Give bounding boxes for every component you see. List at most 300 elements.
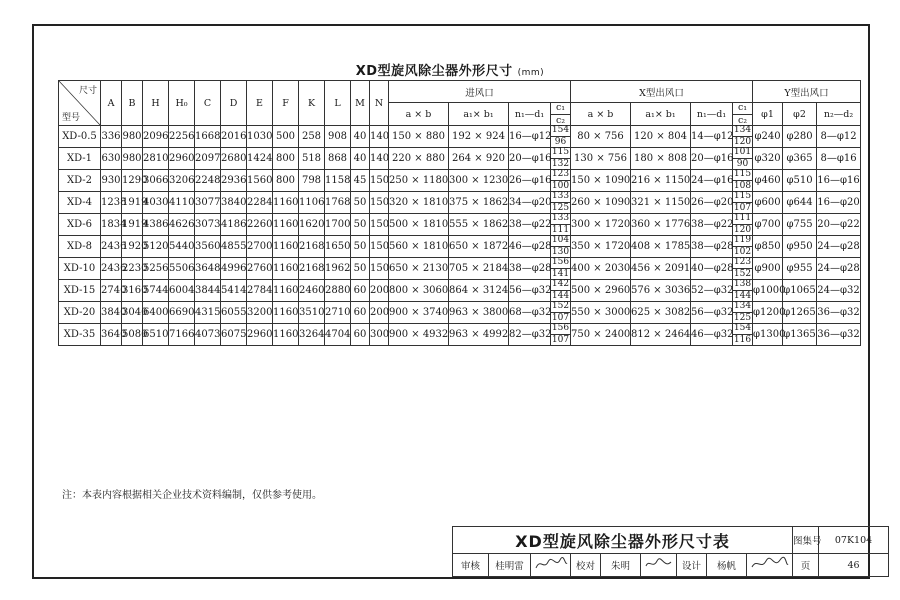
x-c2-value: 152 xyxy=(733,269,752,279)
x-a1b1-cell: 120 × 804 xyxy=(631,126,691,148)
dimension-cell: 1919 xyxy=(122,192,143,214)
x-c1c2-cell xyxy=(733,302,753,324)
col-header-e: E xyxy=(247,81,273,126)
dimension-cell: 2436 xyxy=(101,258,122,280)
dimension-cell: 2284 xyxy=(247,192,273,214)
x-c1c2-cell xyxy=(733,126,753,148)
dimension-cell: 930 xyxy=(101,170,122,192)
inlet-a1b1-cell: 300 × 1230 xyxy=(449,170,509,192)
inlet-ab-header: a × b xyxy=(389,103,449,126)
inlet-n1d1-cell: 82—φ32 xyxy=(509,324,551,346)
model-cell: XD-10 xyxy=(59,258,101,280)
checker-signature xyxy=(641,554,677,577)
dimension-cell: 1962 xyxy=(325,258,351,280)
inlet-c2-value: 100 xyxy=(551,181,570,191)
y-outlet-group-header: Y型出风口 xyxy=(753,81,861,103)
dimension-cell: 2016 xyxy=(221,126,247,148)
dimension-cell: 3640 xyxy=(101,324,122,346)
dimension-cell: 800 xyxy=(273,148,299,170)
table-row xyxy=(59,148,861,170)
dimension-cell: 3077 xyxy=(195,192,221,214)
table-row xyxy=(59,302,861,324)
col-header-l: L xyxy=(325,81,351,126)
table-title xyxy=(0,60,900,79)
x-n1d1-cell: 14—φ12 xyxy=(691,126,733,148)
inlet-c2-value: 111 xyxy=(551,225,570,235)
checker-name: 朱明 xyxy=(601,554,641,577)
dimension-cell: 1106 xyxy=(299,192,325,214)
dimension-cell: 4110 xyxy=(169,192,195,214)
x-ab-cell: 260 × 1090 xyxy=(571,192,631,214)
table-row xyxy=(59,236,861,258)
x-c1c2-cell xyxy=(733,170,753,192)
dimension-cell: 2680 xyxy=(221,148,247,170)
inlet-n1d1-cell: 56—φ32 xyxy=(509,280,551,302)
inlet-c2-value: 132 xyxy=(551,159,570,169)
y-n2d2-cell: 16—φ20 xyxy=(817,192,861,214)
model-cell: XD-6 xyxy=(59,214,101,236)
y-n2d2-cell: 16—φ16 xyxy=(817,170,861,192)
x-a1b1-cell: 456 × 2091 xyxy=(631,258,691,280)
title-text: XD型旋风除尘器外形尺寸 xyxy=(355,64,513,79)
dimension-cell: 7166 xyxy=(169,324,195,346)
inlet-n1d1-cell: 16—φ12 xyxy=(509,126,551,148)
inlet-a1b1-cell: 864 × 3124 xyxy=(449,280,509,302)
x-c1-value: 154 xyxy=(733,323,752,333)
dimension-cell: 6510 xyxy=(143,324,169,346)
x-n1d1-cell: 26—φ20 xyxy=(691,192,733,214)
inlet-a1b1-cell: 375 × 1862 xyxy=(449,192,509,214)
dimension-cell: 150 xyxy=(370,214,389,236)
dimension-cell: 1238 xyxy=(101,192,122,214)
inlet-c1c2-header xyxy=(551,103,571,126)
x-n1d1-header: n₁—d₁ xyxy=(691,103,733,126)
page-label: 页 xyxy=(793,554,819,577)
inlet-n1d1-cell: 38—φ22 xyxy=(509,214,551,236)
dimension-cell: 2168 xyxy=(299,258,325,280)
x-outlet-group-header: X型出风口 xyxy=(571,81,753,103)
x-ab-cell: 300 × 1720 xyxy=(571,214,631,236)
dimension-cell: 3073 xyxy=(195,214,221,236)
dimension-cell: 1160 xyxy=(273,236,299,258)
y-phi1-cell: φ460 xyxy=(753,170,783,192)
inlet-c1-value: 156 xyxy=(551,257,570,267)
table-row xyxy=(59,192,861,214)
dimension-cell: 4626 xyxy=(169,214,195,236)
inlet-c1-value: 133 xyxy=(551,191,570,201)
dimension-cell: 3648 xyxy=(195,258,221,280)
inlet-n1d1-cell: 68—φ32 xyxy=(509,302,551,324)
dimension-cell: 6075 xyxy=(221,324,247,346)
inlet-a1b1-cell: 963 × 3800 xyxy=(449,302,509,324)
dimension-table-body xyxy=(59,126,861,346)
dimension-cell: 3066 xyxy=(143,170,169,192)
inlet-c1c2-cell xyxy=(551,258,571,280)
x-ab-header: a × b xyxy=(571,103,631,126)
inlet-group-header: 进风口 xyxy=(389,81,571,103)
inlet-c1-value: 152 xyxy=(551,301,570,311)
dimension-cell: 1700 xyxy=(325,214,351,236)
col-header-k: K xyxy=(299,81,325,126)
model-cell: XD-0.5 xyxy=(59,126,101,148)
x-ab-cell: 500 × 2960 xyxy=(571,280,631,302)
dimension-cell: 800 xyxy=(273,170,299,192)
dimension-cell: 3560 xyxy=(195,236,221,258)
dimension-cell: 1650 xyxy=(325,236,351,258)
y-phi1-cell: φ240 xyxy=(753,126,783,148)
x-a1b1-cell: 812 × 2464 xyxy=(631,324,691,346)
inlet-ab-cell: 800 × 3060 xyxy=(389,280,449,302)
dimension-cell: 45 xyxy=(351,170,370,192)
dimension-cell: 6004 xyxy=(169,280,195,302)
x-n1d1-cell: 38—φ22 xyxy=(691,214,733,236)
x-c2-value: 125 xyxy=(733,313,752,323)
y-phi2-cell: φ280 xyxy=(783,126,817,148)
inlet-c2-value: 144 xyxy=(551,291,570,301)
dimension-cell: 518 xyxy=(299,148,325,170)
x-n1d1-cell: 46—φ32 xyxy=(691,324,733,346)
dimension-cell: 4073 xyxy=(195,324,221,346)
dimension-cell: 2740 xyxy=(101,280,122,302)
reviewer-name: 桂明雷 xyxy=(489,554,531,577)
dimension-cell: 4315 xyxy=(195,302,221,324)
model-cell: XD-4 xyxy=(59,192,101,214)
inlet-ab-cell: 320 × 1810 xyxy=(389,192,449,214)
inlet-c1c2-cell xyxy=(551,214,571,236)
inlet-c2-value: 141 xyxy=(551,269,570,279)
dimension-cell: 2460 xyxy=(299,280,325,302)
x-n1d1-cell: 38—φ28 xyxy=(691,236,733,258)
dimension-cell: 3160 xyxy=(122,280,143,302)
inlet-a1b1-cell: 192 × 924 xyxy=(449,126,509,148)
inlet-n1d1-header: n₁—d₁ xyxy=(509,103,551,126)
dimension-cell: 5440 xyxy=(169,236,195,258)
dimension-cell: 150 xyxy=(370,170,389,192)
y-n2d2-cell: 24—φ32 xyxy=(817,280,861,302)
x-n1d1-cell: 56—φ32 xyxy=(691,302,733,324)
page-number: 46 xyxy=(819,554,889,577)
dimension-cell: 200 xyxy=(370,280,389,302)
dimension-cell: 3264 xyxy=(299,324,325,346)
x-c1-value: 134 xyxy=(733,125,752,135)
inlet-c1c2-cell xyxy=(551,170,571,192)
x-a1b1-cell: 216 × 1150 xyxy=(631,170,691,192)
inlet-c1c2-cell xyxy=(551,236,571,258)
dimension-cell: 4855 xyxy=(221,236,247,258)
dimension-cell: 6690 xyxy=(169,302,195,324)
review-label: 审核 xyxy=(453,554,489,577)
inlet-c1-value: 142 xyxy=(551,279,570,289)
inlet-c2-value: 107 xyxy=(551,335,570,345)
inlet-a1b1-cell: 264 × 920 xyxy=(449,148,509,170)
dimension-cell: 2784 xyxy=(247,280,273,302)
inlet-ab-cell: 900 × 3740 xyxy=(389,302,449,324)
dimension-cell: 2097 xyxy=(195,148,221,170)
inlet-c2-value: 96 xyxy=(554,137,567,147)
inlet-a1b1-cell: 963 × 4992 xyxy=(449,324,509,346)
dimension-cell: 1768 xyxy=(325,192,351,214)
y-phi2-cell: φ955 xyxy=(783,258,817,280)
dimension-cell: 50 xyxy=(351,258,370,280)
model-cell: XD-35 xyxy=(59,324,101,346)
dimension-cell: 4030 xyxy=(143,192,169,214)
inlet-c1c2-cell xyxy=(551,280,571,302)
y-phi2-cell: φ644 xyxy=(783,192,817,214)
model-label: 型号 xyxy=(62,113,81,123)
x-ab-cell: 350 × 1720 xyxy=(571,236,631,258)
x-ab-cell: 130 × 756 xyxy=(571,148,631,170)
x-c1c2-cell xyxy=(733,324,753,346)
dimension-cell: 1160 xyxy=(273,324,299,346)
dimension-cell: 4186 xyxy=(221,214,247,236)
y-phi2-cell: φ755 xyxy=(783,214,817,236)
inlet-c1c2-cell xyxy=(551,192,571,214)
dimension-cell: 980 xyxy=(122,126,143,148)
table-row xyxy=(59,214,861,236)
x-c1-value: 115 xyxy=(733,191,752,201)
dimension-cell: 3844 xyxy=(195,280,221,302)
inlet-ab-cell: 220 × 880 xyxy=(389,148,449,170)
size-label: 尺寸 xyxy=(78,86,97,96)
dimension-cell: 1620 xyxy=(299,214,325,236)
y-phi2-cell: φ1265 xyxy=(783,302,817,324)
x-c2-value: 120 xyxy=(733,225,752,235)
dimension-cell: 2256 xyxy=(169,126,195,148)
y-n2d2-cell: 36—φ32 xyxy=(817,302,861,324)
dimension-cell: 1030 xyxy=(247,126,273,148)
inlet-ab-cell: 560 × 1810 xyxy=(389,236,449,258)
y-phi1-cell: φ320 xyxy=(753,148,783,170)
inlet-n1d1-cell: 38—φ28 xyxy=(509,258,551,280)
col-header-f: F xyxy=(273,81,299,126)
x-c2-value: 102 xyxy=(733,247,752,257)
inlet-ab-cell: 150 × 880 xyxy=(389,126,449,148)
x-c1c2-cell xyxy=(733,192,753,214)
col-header-c: C xyxy=(195,81,221,126)
dimension-cell: 908 xyxy=(325,126,351,148)
col-header-b: B xyxy=(122,81,143,126)
dimension-cell: 200 xyxy=(370,302,389,324)
col-header-h0: H₀ xyxy=(169,81,195,126)
dimension-cell: 2960 xyxy=(169,148,195,170)
dimension-cell: 5414 xyxy=(221,280,247,302)
dimension-cell: 5120 xyxy=(143,236,169,258)
dimension-cell: 60 xyxy=(351,324,370,346)
inlet-n1d1-cell: 20—φ16 xyxy=(509,148,551,170)
x-n1d1-cell: 40—φ28 xyxy=(691,258,733,280)
dimension-cell: 50 xyxy=(351,214,370,236)
y-phi1-cell: φ1200 xyxy=(753,302,783,324)
y-phi1-header: φ1 xyxy=(753,103,783,126)
dimension-cell: 6400 xyxy=(143,302,169,324)
dimension-cell: 2700 xyxy=(247,236,273,258)
col-header-h: H xyxy=(143,81,169,126)
x-c2-label: c₂ xyxy=(737,114,748,126)
model-cell: XD-15 xyxy=(59,280,101,302)
x-c1-value: 101 xyxy=(733,147,752,157)
dimension-cell: 4996 xyxy=(221,258,247,280)
inlet-c1-value: 104 xyxy=(551,235,570,245)
dimension-cell: 1160 xyxy=(273,192,299,214)
dimension-cell: 1834 xyxy=(101,214,122,236)
dimension-cell: 2880 xyxy=(325,280,351,302)
table-row xyxy=(59,324,861,346)
x-c1c2-cell xyxy=(733,214,753,236)
col-header-n: N xyxy=(370,81,389,126)
x-c1-label: c₁ xyxy=(737,102,748,113)
dimension-cell: 5744 xyxy=(143,280,169,302)
y-n2d2-cell: 20—φ22 xyxy=(817,214,861,236)
y-n2d2-cell: 8—φ12 xyxy=(817,126,861,148)
y-n2d2-header: n₂—d₂ xyxy=(817,103,861,126)
dimension-cell: 5080 xyxy=(122,324,143,346)
x-c2-value: 107 xyxy=(733,203,752,213)
dimension-cell: 2248 xyxy=(195,170,221,192)
atlas-label: 图集号 xyxy=(793,527,819,554)
inlet-ab-cell: 500 × 1810 xyxy=(389,214,449,236)
x-c1-value: 119 xyxy=(733,235,752,245)
dimension-cell: 1160 xyxy=(273,214,299,236)
inlet-c1c2-cell xyxy=(551,148,571,170)
x-c1-value: 123 xyxy=(733,257,752,267)
dimension-cell: 40 xyxy=(351,148,370,170)
x-ab-cell: 550 × 3000 xyxy=(571,302,631,324)
dimension-cell: 1920 xyxy=(122,236,143,258)
inlet-n1d1-cell: 26—φ16 xyxy=(509,170,551,192)
dimension-cell: 336 xyxy=(101,126,122,148)
dimension-cell: 50 xyxy=(351,192,370,214)
inlet-a1b1-cell: 705 × 2184 xyxy=(449,258,509,280)
reviewer-signature xyxy=(531,554,571,577)
dimension-table xyxy=(58,80,861,346)
y-phi1-cell: φ600 xyxy=(753,192,783,214)
inlet-c1-value: 123 xyxy=(551,169,570,179)
x-c1c2-header xyxy=(733,103,753,126)
x-a1b1-cell: 625 × 3082 xyxy=(631,302,691,324)
dimension-cell: 60 xyxy=(351,280,370,302)
inlet-c1-value: 115 xyxy=(551,147,570,157)
dimension-cell: 60 xyxy=(351,302,370,324)
y-phi2-cell: φ950 xyxy=(783,236,817,258)
table-row xyxy=(59,170,861,192)
inlet-c1-value: 154 xyxy=(551,125,570,135)
footnote: 注：本表内容根据相关企业技术资料编制，仅供参考使用。 xyxy=(62,490,322,501)
x-c1c2-cell xyxy=(733,148,753,170)
dimension-cell: 868 xyxy=(325,148,351,170)
dimension-cell: 6055 xyxy=(221,302,247,324)
model-cell: XD-8 xyxy=(59,236,101,258)
x-a1b1-cell: 321 × 1150 xyxy=(631,192,691,214)
dimension-cell: 980 xyxy=(122,148,143,170)
dimension-cell: 2436 xyxy=(101,236,122,258)
x-c2-value: 144 xyxy=(733,291,752,301)
inlet-c2-label: c₂ xyxy=(555,114,566,126)
x-n1d1-cell: 24—φ16 xyxy=(691,170,733,192)
atlas-number: 07K104 xyxy=(819,527,889,554)
x-a1b1-cell: 180 × 808 xyxy=(631,148,691,170)
dimension-cell: 500 xyxy=(273,126,299,148)
designer-name: 杨帆 xyxy=(707,554,747,577)
x-a1b1-cell: 576 × 3036 xyxy=(631,280,691,302)
y-n2d2-cell: 8—φ16 xyxy=(817,148,861,170)
inlet-ab-cell: 650 × 2130 xyxy=(389,258,449,280)
inlet-c1-value: 133 xyxy=(551,213,570,223)
dimension-cell: 258 xyxy=(299,126,325,148)
dimension-cell: 140 xyxy=(370,126,389,148)
x-c2-value: 116 xyxy=(733,335,752,345)
drawing-title: XD型旋风除尘器外形尺寸表 xyxy=(453,527,793,554)
x-c2-value: 120 xyxy=(733,137,752,147)
dimension-cell: 2960 xyxy=(247,324,273,346)
inlet-c1c2-cell xyxy=(551,126,571,148)
dimension-cell: 140 xyxy=(370,148,389,170)
dimension-cell: 4704 xyxy=(325,324,351,346)
dimension-cell: 2168 xyxy=(299,236,325,258)
col-header-a: A xyxy=(101,81,122,126)
y-phi2-cell: φ1065 xyxy=(783,280,817,302)
dimension-cell: 2096 xyxy=(143,126,169,148)
dimension-cell: 50 xyxy=(351,236,370,258)
title-unit: (mm) xyxy=(517,68,545,78)
dimension-cell: 3510 xyxy=(299,302,325,324)
inlet-c1c2-cell xyxy=(551,324,571,346)
table-row xyxy=(59,258,861,280)
x-n1d1-cell: 20—φ16 xyxy=(691,148,733,170)
dimension-cell: 2760 xyxy=(247,258,273,280)
x-c2-value: 108 xyxy=(733,181,752,191)
x-c1c2-cell xyxy=(733,258,753,280)
dimension-cell: 1668 xyxy=(195,126,221,148)
inlet-a1b1-header: a₁× b₁ xyxy=(449,103,509,126)
y-phi1-cell: φ1000 xyxy=(753,280,783,302)
dimension-cell: 3840 xyxy=(101,302,122,324)
y-n2d2-cell: 24—φ28 xyxy=(817,236,861,258)
x-c2-value: 90 xyxy=(736,159,749,169)
inlet-ab-cell: 250 × 1180 xyxy=(389,170,449,192)
y-phi1-cell: φ900 xyxy=(753,258,783,280)
dimension-cell: 150 xyxy=(370,258,389,280)
dimension-cell: 150 xyxy=(370,236,389,258)
dimension-cell: 40 xyxy=(351,126,370,148)
x-c1c2-cell xyxy=(733,236,753,258)
model-cell: XD-2 xyxy=(59,170,101,192)
inlet-c1-label: c₁ xyxy=(555,102,566,113)
y-phi2-cell: φ1365 xyxy=(783,324,817,346)
inlet-c2-value: 107 xyxy=(551,313,570,323)
model-cell: XD-1 xyxy=(59,148,101,170)
table-row xyxy=(59,126,861,148)
col-header-m: M xyxy=(351,81,370,126)
y-phi2-header: φ2 xyxy=(783,103,817,126)
x-a1b1-cell: 408 × 1785 xyxy=(631,236,691,258)
inlet-c2-value: 130 xyxy=(551,247,570,257)
dimension-cell: 630 xyxy=(101,148,122,170)
size-model-corner-cell xyxy=(59,81,101,126)
x-ab-cell: 750 × 2400 xyxy=(571,324,631,346)
y-phi1-cell: φ1300 xyxy=(753,324,783,346)
dimension-cell: 3206 xyxy=(169,170,195,192)
x-a1b1-header: a₁× b₁ xyxy=(631,103,691,126)
x-ab-cell: 150 × 1090 xyxy=(571,170,631,192)
dimension-cell: 2936 xyxy=(221,170,247,192)
dimension-cell: 3200 xyxy=(247,302,273,324)
y-phi2-cell: φ510 xyxy=(783,170,817,192)
dimension-cell: 1919 xyxy=(122,214,143,236)
x-n1d1-cell: 52—φ32 xyxy=(691,280,733,302)
inlet-a1b1-cell: 555 × 1862 xyxy=(449,214,509,236)
y-phi1-cell: φ700 xyxy=(753,214,783,236)
inlet-a1b1-cell: 650 × 1872 xyxy=(449,236,509,258)
